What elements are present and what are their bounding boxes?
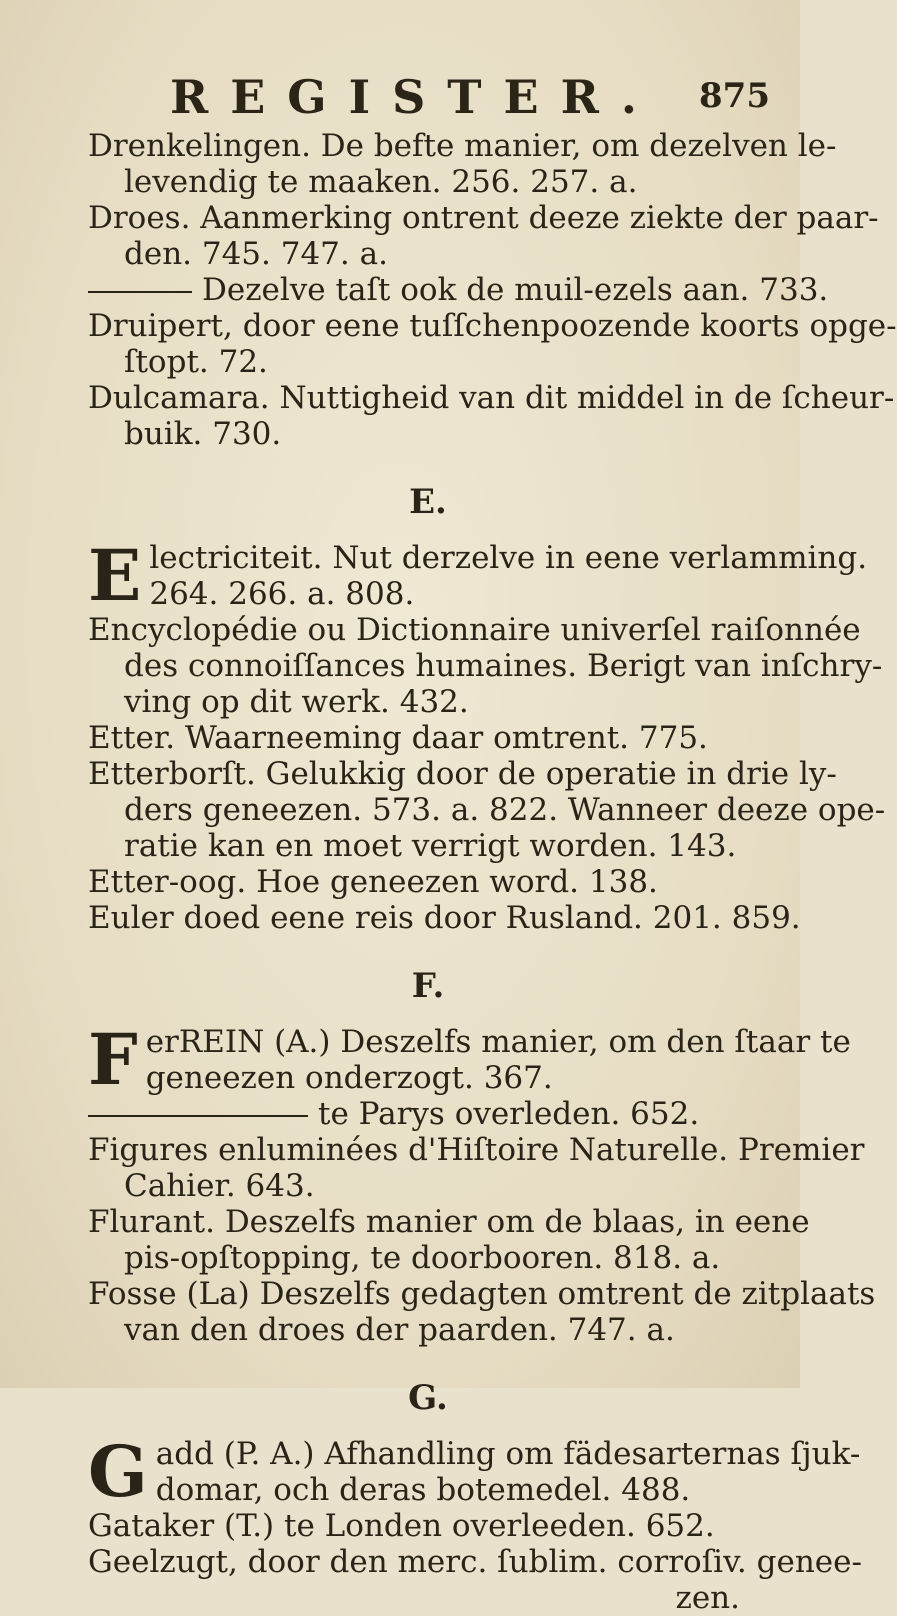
entry-line: domar, och deras botemedel. 488. [155, 1472, 691, 1508]
entry-geelzugt [88, 1544, 862, 1580]
dropcap-f: F [88, 1018, 138, 1101]
entry-line: Gataker (T.) te Londen overleeden. 652. [88, 1508, 715, 1544]
entry-line: lectriciteit. Nut derzelve in eene verlamming. [149, 540, 868, 576]
entry-line: Etter. Waarneeming daar omtrent. 775. [88, 720, 708, 756]
entry-ferrein [88, 1018, 851, 1101]
section-letter-e: E. [409, 482, 447, 522]
entry-line: geneezen onderzogt. 367. [145, 1060, 553, 1096]
entry-line: add (P. A.) Afhandling om fädesarternas ſjuk- [155, 1436, 861, 1472]
entry-figures [88, 1132, 865, 1204]
entry-euler [88, 900, 801, 936]
entry-line: ratie kan en moet verrigt worden. 143. [124, 828, 737, 864]
entry-line: Druipert, door eene tuſſchenpoozende koorts opge- [88, 308, 897, 344]
entry-line: van den droes der paarden. 747. a. [124, 1312, 675, 1348]
entry-line: te Parys overleden. 652. [318, 1096, 700, 1132]
entry-line: 264. 266. a. 808. [149, 576, 415, 612]
catchword-text: zen. [675, 1580, 740, 1616]
entry-etterborst [88, 756, 886, 864]
entry-line: erREIN (A.) Deszelfs manier, om den ſtaar te [145, 1024, 851, 1060]
dash-rule [88, 1115, 308, 1117]
entry-line: Droes. Aanmerking ontrent deeze ziekte der paar- [88, 200, 879, 236]
entry-line: levendig te maaken. 256. 257. a. [124, 164, 638, 200]
entry-flurant [88, 1204, 810, 1276]
entry-druipert [88, 308, 897, 380]
entry-line: Encyclopédie ou Dictionnaire univerſel raiſonnée [88, 612, 861, 648]
entry-line: ſtopt. 72. [124, 344, 268, 380]
register-content [88, 128, 897, 1616]
entry-line: Geelzugt, door den merc. ſublim. corroſiv. genee- [88, 1544, 862, 1580]
entry-line: Cahier. 643. [124, 1168, 315, 1204]
entry-etter [88, 720, 768, 756]
entry-fosse [88, 1276, 876, 1348]
page-number: 875 [699, 76, 770, 116]
entry-line: Drenkelingen. De befte manier, om dezelven le- [88, 128, 837, 164]
dropcap-e: E [88, 534, 142, 617]
entry-encyclopedie [88, 612, 883, 720]
entry-line: Figures enluminées d'Hiſtoire Naturelle. Premier [88, 1132, 865, 1168]
entry-line: Dezelve taſt ook de muil-ezels aan. 733. [202, 272, 829, 308]
entry-line: Etter-oog. Hoe geneezen word. 138. [88, 864, 658, 900]
entry-line: ving op dit werk. 432. [124, 684, 469, 720]
entry-line: Fosse (La) Deszelfs gedagten omtrent de zitplaats [88, 1276, 876, 1312]
entry-line: des connoiſſances humaines. Berigt van inſchry- [124, 648, 883, 684]
entry-line: pis-opſtopping, te doorbooren. 818. a. [124, 1240, 721, 1276]
section-letter-g: G. [408, 1378, 448, 1418]
entry-drenkelingen [88, 128, 837, 200]
entry-line: ders geneezen. 573. a. 822. Wanneer deeze ope- [124, 792, 886, 828]
entry-gataker [88, 1508, 768, 1544]
entry-line: den. 745. 747. a. [124, 236, 388, 272]
entry-ferrein-sub [88, 1096, 768, 1132]
entry-line: Euler doed eene reis door Rusland. 201. 859. [88, 900, 801, 936]
section-letter-f: F. [411, 966, 445, 1006]
dropcap-g: G [88, 1430, 148, 1513]
entry-droes-sub [88, 272, 829, 308]
entry-droes [88, 200, 879, 272]
entry-dulcamara [88, 380, 895, 452]
entry-gadd [88, 1430, 861, 1513]
entry-etter-oog [88, 864, 768, 900]
entry-line: Etterborſt. Gelukkig door de operatie in drie ly- [88, 756, 837, 792]
entry-line: Dulcamara. Nuttigheid van dit middel in de ſcheur- [88, 380, 895, 416]
running-title: REGISTER. [170, 70, 659, 124]
entry-line: Flurant. Deszelfs manier om de blaas, in eene [88, 1204, 810, 1240]
running-head [170, 70, 790, 124]
entry-electriciteit [88, 534, 868, 617]
dash-rule [88, 291, 192, 293]
entry-line: buik. 730. [124, 416, 282, 452]
catchword [88, 1580, 768, 1616]
